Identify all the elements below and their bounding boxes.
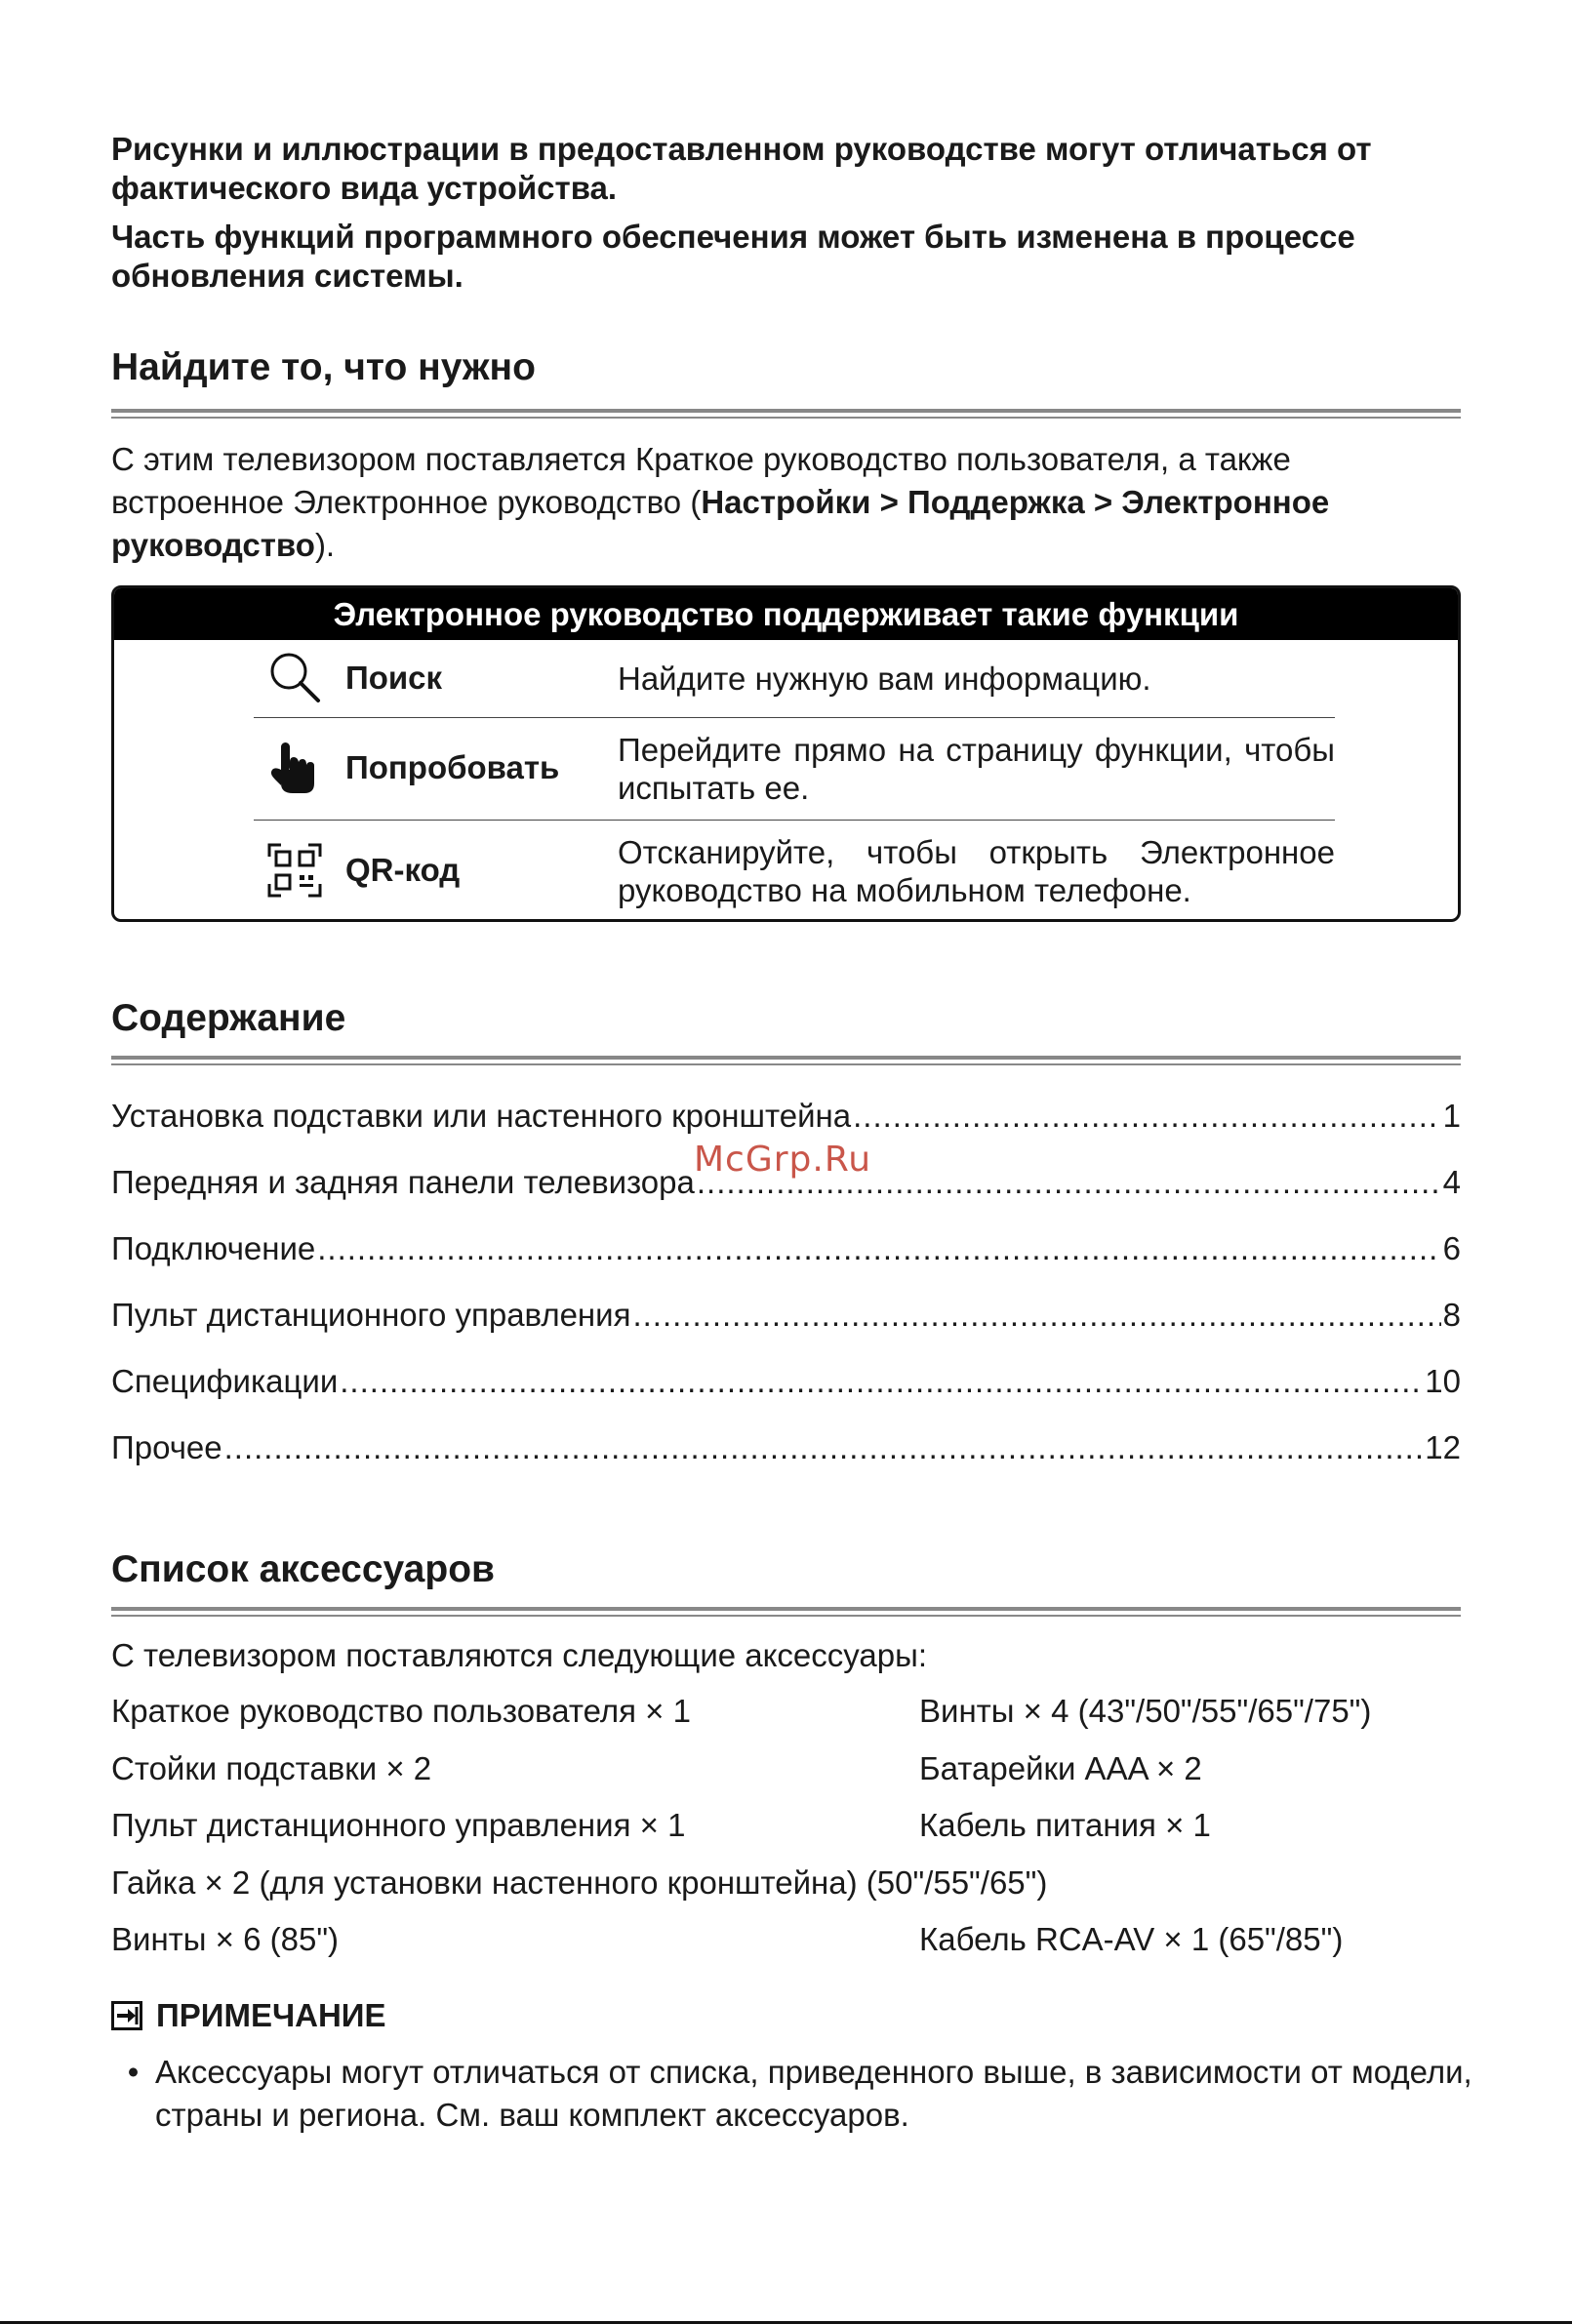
toc-entry-label: Передняя и задняя панели телевизора xyxy=(111,1164,695,1200)
toc-entry-label: Пульт дистанционного управления xyxy=(111,1297,631,1333)
accessories-lead: С телевизором поставляются следующие аксессуары: xyxy=(111,1637,928,1673)
toc-entry-label: Установка подставки или настенного кронштейна xyxy=(111,1098,852,1134)
note-arrow-icon xyxy=(111,2001,142,2030)
pointing-hand-icon xyxy=(267,741,322,795)
accessory-item: Пульт дистанционного управления × 1 xyxy=(111,1807,686,1843)
toc-entry-page: 10 xyxy=(1425,1363,1461,1399)
feature-description: Перейдите прямо на страницу функции, чтобы испытать ее. xyxy=(618,732,1335,806)
accessory-row xyxy=(111,1690,1371,1747)
feature-description: Найдите нужную вам информацию. xyxy=(618,661,1151,697)
contents-section xyxy=(111,997,1461,1493)
dot-leader xyxy=(340,1360,1423,1403)
toc-entry-page: 12 xyxy=(1425,1429,1461,1465)
find-section-title: Найдите то, что нужно xyxy=(111,346,536,388)
find-section-text xyxy=(111,438,1461,567)
dot-leader xyxy=(317,1227,1440,1270)
contents-title: Содержание xyxy=(111,997,346,1039)
accessory-item: Краткое руководство пользователя × 1 xyxy=(111,1693,691,1729)
accessory-item: Винты × 6 (85") xyxy=(111,1921,340,1957)
intro-notice xyxy=(111,130,1477,296)
accessory-row xyxy=(111,1747,1371,1805)
toc-entry[interactable] xyxy=(111,1426,1461,1493)
accessory-row xyxy=(111,1804,1371,1862)
toc-entry[interactable] xyxy=(111,1294,1461,1360)
note-bullet: • xyxy=(127,2054,140,2090)
magnifier-icon xyxy=(267,650,322,704)
accessories-section xyxy=(111,1548,1461,1976)
dot-leader xyxy=(632,1294,1440,1337)
features-box-header: Электронное руководство поддерживает такие функции xyxy=(114,588,1458,640)
feature-name: Поиск xyxy=(345,660,443,696)
find-text-before: С этим телевизором поставляется Краткое руководство пользователя, а также встроенное Электронное руководство ( xyxy=(111,441,1291,520)
toc-entry-page: 1 xyxy=(1442,1098,1461,1134)
feature-row-try xyxy=(254,717,1335,821)
note-title: ПРИМЕЧАНИЕ xyxy=(156,1997,386,2033)
accessories-table xyxy=(111,1690,1371,1976)
accessory-item: Кабель питания × 1 xyxy=(919,1807,1211,1843)
accessory-item: Стойки подставки × 2 xyxy=(111,1749,432,1786)
section-divider xyxy=(111,1056,1461,1065)
accessory-item: Гайка × 2 (для установки настенного кронштейна) (50"/55"/65") xyxy=(111,1863,1048,1901)
intro-line-2: Часть функций программного обеспечения может быть изменена в процессе обновления системы. xyxy=(111,219,1355,294)
toc-entry-page: 6 xyxy=(1442,1230,1461,1266)
dot-leader xyxy=(853,1095,1441,1138)
find-section xyxy=(111,346,1461,567)
find-text-after: ). xyxy=(314,527,336,563)
accessory-item: Винты × 4 (43"/50"/55"/65"/75") xyxy=(919,1693,1372,1729)
toc-entry-label: Спецификации xyxy=(111,1363,339,1399)
qr-code-icon xyxy=(267,843,322,898)
toc-entry[interactable] xyxy=(111,1360,1461,1426)
feature-row-search xyxy=(254,640,1335,718)
features-box xyxy=(111,585,1461,922)
toc-entry-page: 4 xyxy=(1442,1164,1461,1200)
toc-entry-label: Подключение xyxy=(111,1230,316,1266)
feature-name: Попробовать xyxy=(345,749,560,785)
toc-entry[interactable] xyxy=(111,1227,1461,1294)
section-divider xyxy=(111,1607,1461,1617)
section-divider xyxy=(111,409,1461,419)
dot-leader xyxy=(224,1426,1424,1469)
feature-row-qr xyxy=(254,820,1335,922)
accessory-row xyxy=(111,1918,1371,1976)
accessory-item: Батарейки AAA × 2 xyxy=(919,1749,1202,1786)
accessory-item: Кабель RCA-AV × 1 (65"/85") xyxy=(919,1921,1344,1957)
note-text: Аксессуары могут отличаться от списка, приведенного выше, в зависимости от модели, страны и региона. См. ваш комплект аксессуаров. xyxy=(155,2054,1472,2133)
settings-path: Настройки > Поддержка > Электронное руководство xyxy=(111,484,1330,563)
note-item xyxy=(111,2051,1477,2137)
watermark: McGrp.Ru xyxy=(694,1140,872,1180)
feature-name: QR-код xyxy=(345,852,461,888)
feature-description: Отсканируйте, чтобы открыть Электронное руководство на мобильном телефоне. xyxy=(618,834,1335,908)
accessories-title: Список аксессуаров xyxy=(111,1548,495,1590)
toc-entry-label: Прочее xyxy=(111,1429,222,1465)
note-heading xyxy=(111,1994,1477,2037)
toc-entry-page: 8 xyxy=(1442,1297,1461,1333)
note-section xyxy=(111,1994,1477,2137)
accessory-row xyxy=(111,1862,1371,1919)
intro-line-1: Рисунки и иллюстрации в предоставленном руководстве могут отличаться от фактического вида устройства. xyxy=(111,131,1372,206)
